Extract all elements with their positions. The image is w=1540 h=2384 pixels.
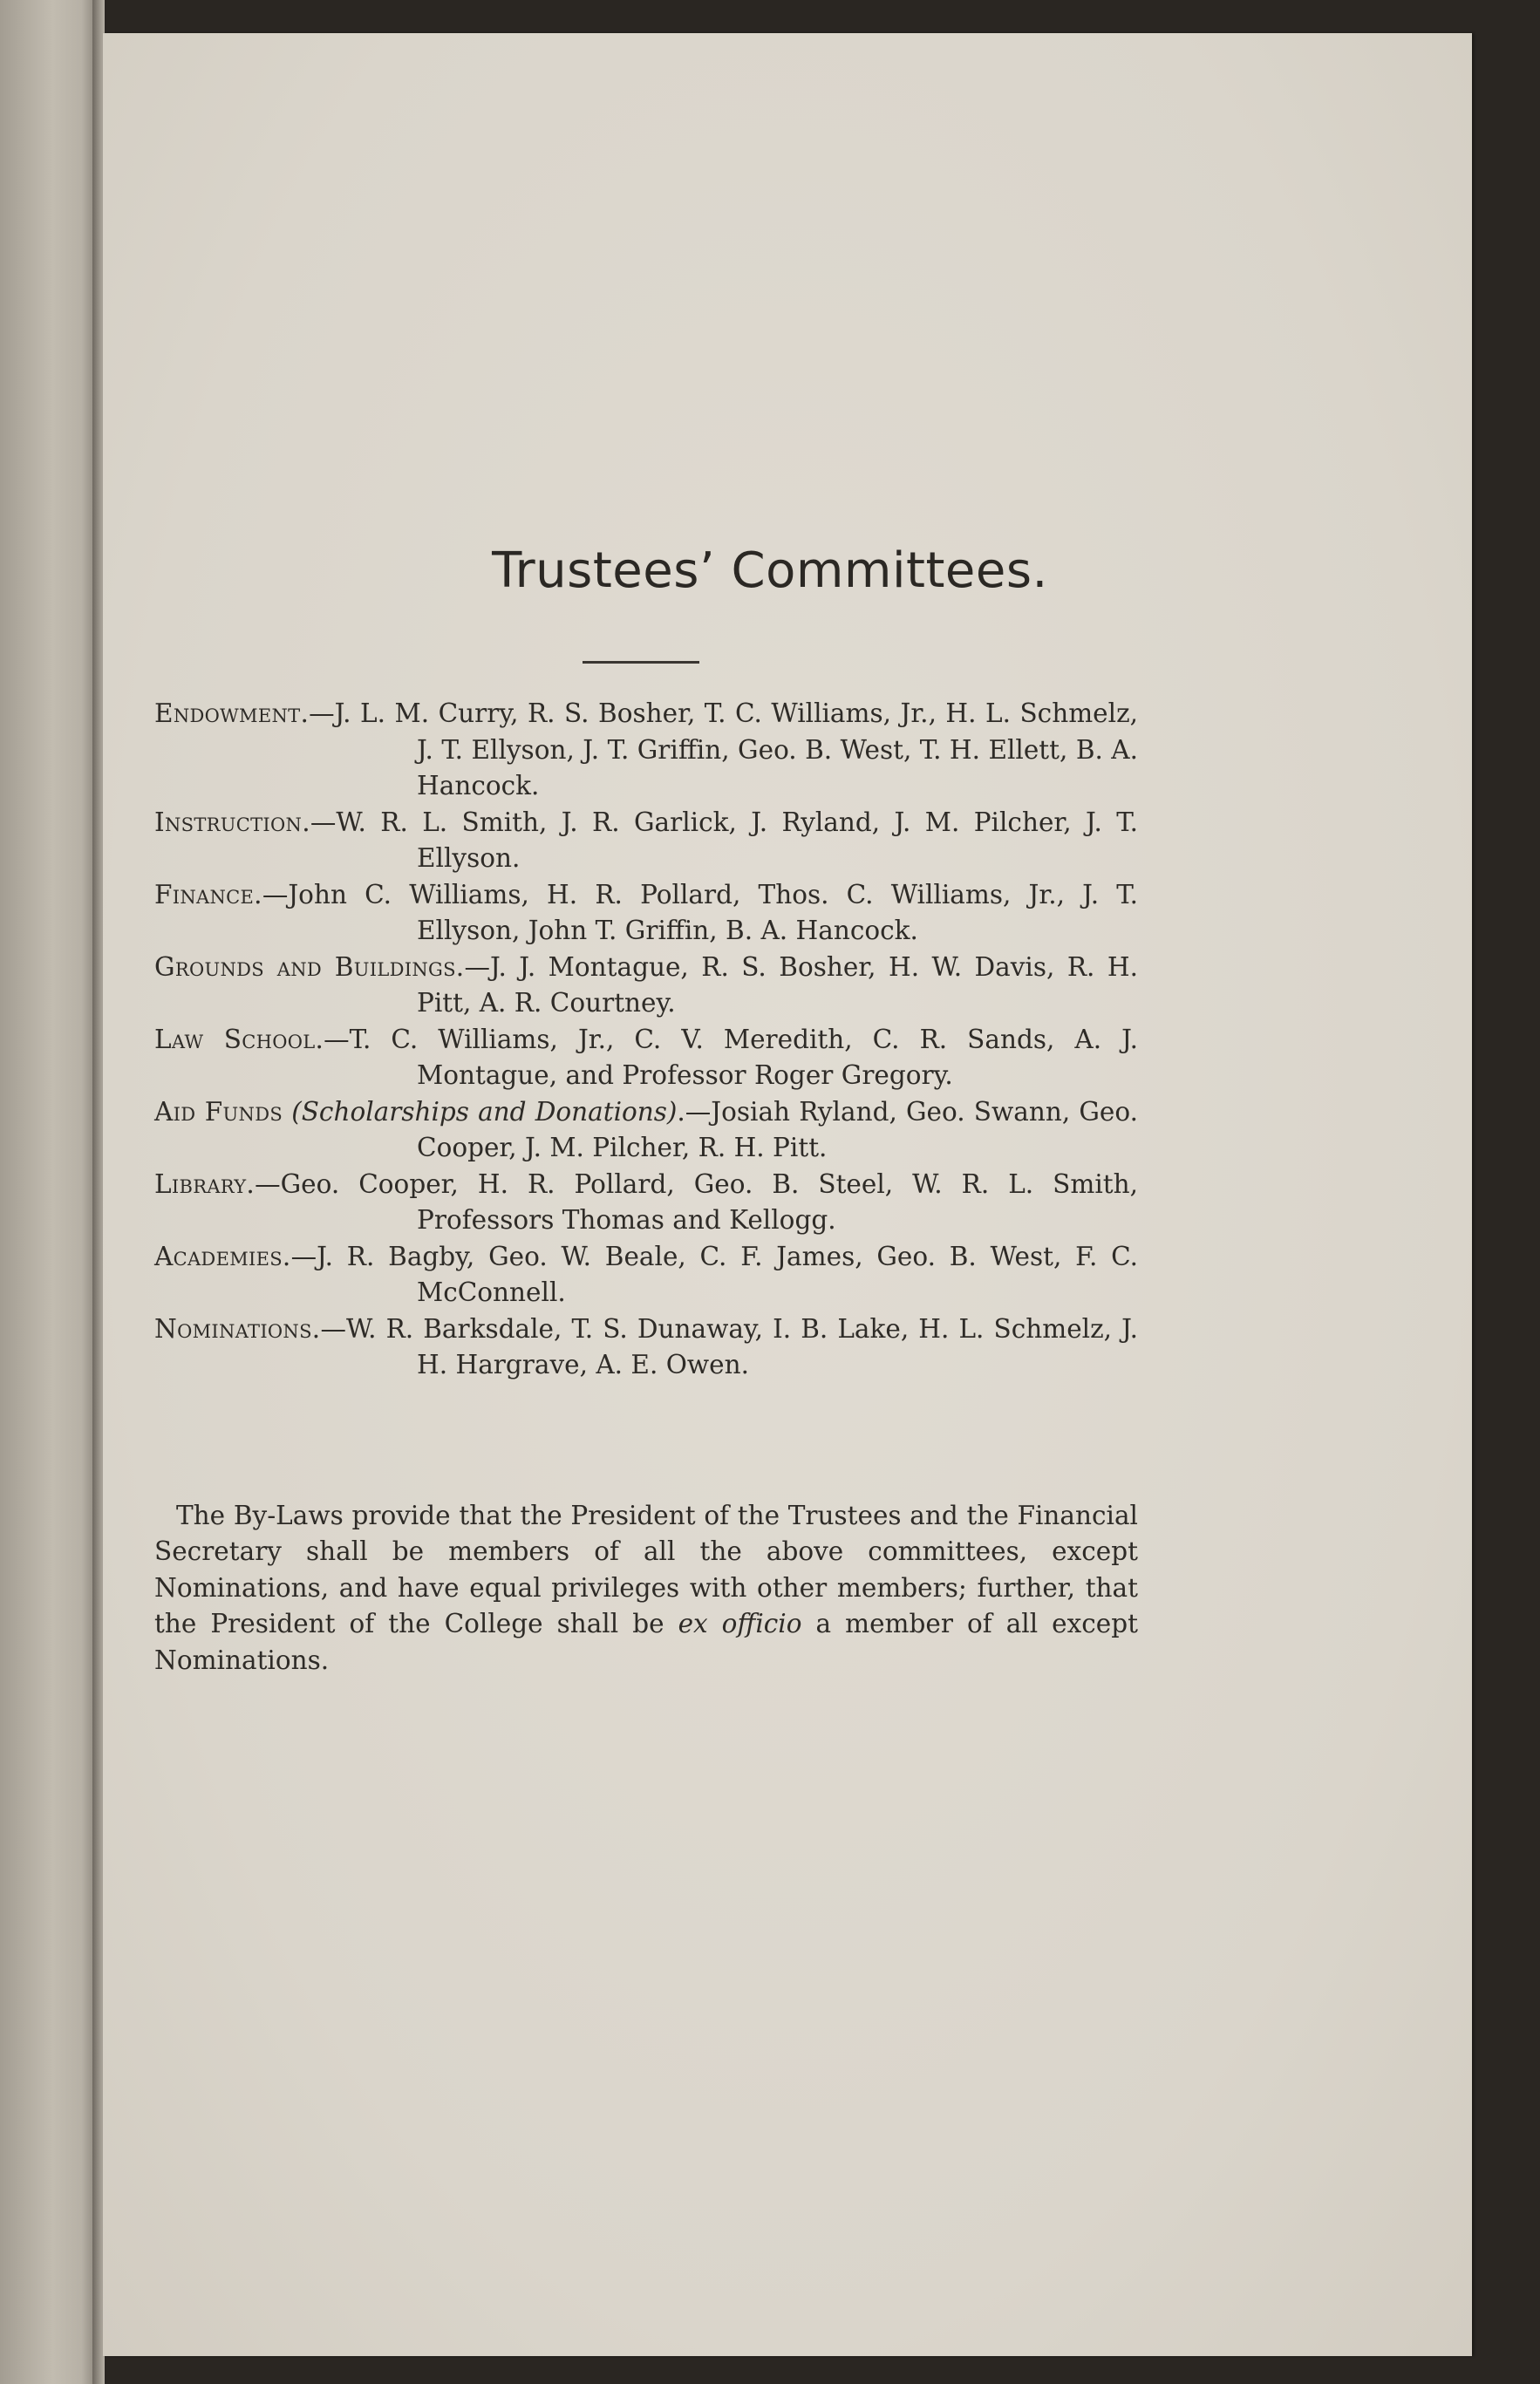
committee-members: —J. R. Bagby, Geo. W. Beale, C. F. James, Geo. B. West, F. C. McConnell.: [290, 1241, 1138, 1307]
committee-members: .—Josiah Ryland, Geo. Swann, Geo. Cooper, J. M. Pilcher, R. H. Pitt.: [417, 1096, 1138, 1162]
bylaws-note-text-end: a member of all except Nominations.: [154, 1609, 1138, 1675]
title-divider: [583, 661, 699, 664]
committee-name: Nominations.: [154, 1313, 321, 1344]
page-title: Trustees’ Committees.: [492, 542, 1048, 599]
committee-finance: [154, 877, 1138, 950]
committee-academies: [154, 1239, 1138, 1311]
committee-members: —Geo. Cooper, H. R. Pollard, Geo. B. Steel, W. R. L. Smith, Professors Thomas and Kellogg.: [255, 1168, 1138, 1235]
committee-instruction: [154, 805, 1138, 877]
committee-grounds-and-buildings: [154, 950, 1138, 1022]
committee-endowment: [154, 696, 1138, 805]
committee-name: Grounds and Buildings.: [154, 951, 465, 982]
committee-members: —J. J. Montague, R. S. Bosher, H. W. Davis, R. H. Pitt, A. R. Courtney.: [417, 951, 1138, 1018]
committee-library: [154, 1167, 1138, 1239]
committee-name-note: (Scholarships and Donations): [291, 1096, 678, 1127]
committee-name: Aid Funds: [154, 1096, 283, 1127]
bylaws-note-emphasis: ex officio: [678, 1609, 802, 1638]
committee-law-school: [154, 1022, 1138, 1094]
committee-members: —W. R. Barksdale, T. S. Dunaway, I. B. Lake, H. L. Schmelz, J. H. Hargrave, A. E. Owen.: [320, 1313, 1138, 1379]
committee-name: Law School.: [154, 1024, 324, 1054]
committee-members: —J. L. M. Curry, R. S. Bosher, T. C. Williams, Jr., H. L. Schmelz, J. T. Ellyson, J. T. Griffin, Geo. B. West, T. H. Ellett, B. A. Hancock.: [309, 698, 1138, 800]
bylaws-note: [154, 1498, 1138, 1679]
committee-name: Library.: [154, 1168, 256, 1199]
facing-page-edge: [0, 0, 96, 2384]
committee-list: [154, 696, 1138, 1384]
committee-members: —John C. Williams, H. R. Pollard, Thos. C. Williams, Jr., J. T. Ellyson, John T. Griffin, B. A. Hancock.: [262, 879, 1138, 945]
committee-members: —W. R. L. Smith, J. R. Garlick, J. Ryland, J. M. Pilcher, J. T. Ellyson.: [310, 807, 1138, 873]
committee-name: Instruction.: [154, 807, 310, 837]
committee-aid-funds: [154, 1094, 1138, 1167]
committee-name: Endowment.: [154, 698, 310, 728]
committee-name: Finance.: [154, 879, 262, 909]
committee-name: Academies.: [154, 1241, 291, 1271]
bylaws-note-text: The By-Laws provide that the President of the Trustees and the Financial Secretary shall be members of all the above committees, except Nominations, and have equal privileges with other members; further, that the President of the College shall be: [154, 1500, 1138, 1638]
committee-members: —T. C. Williams, Jr., C. V. Meredith, C. R. Sands, A. J. Montague, and Professor Roger Gregory.: [324, 1024, 1138, 1090]
committee-nominations: [154, 1311, 1138, 1384]
